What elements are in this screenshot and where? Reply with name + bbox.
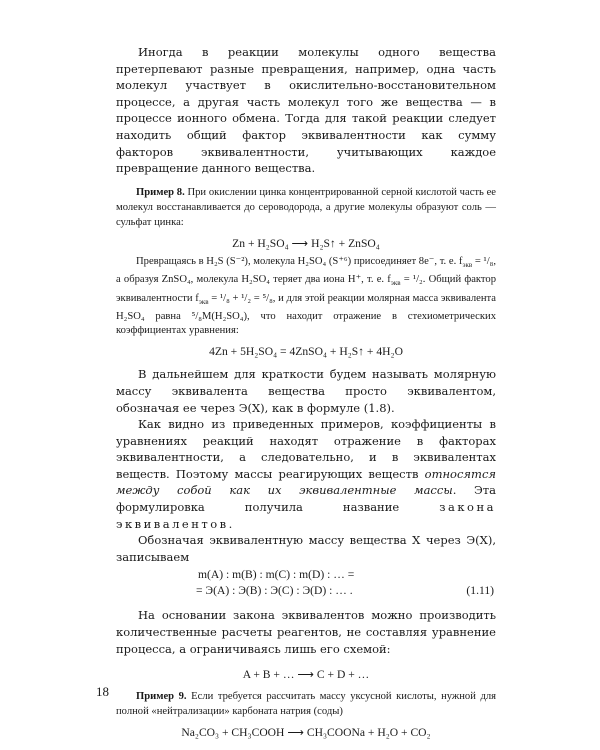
page-number: 18 (96, 684, 109, 699)
equation-5: Na₂CO₃ + CH₃COOH ⟶ CH₃COONa + H₂O + CO₂ (181, 726, 431, 740)
example-8-text: При окислении цинка концентрированной серной кислотой часть ее молекул восстанавливается до сероводорода, а другие молекулы образуют соль — сульфат цинка: (116, 186, 496, 228)
paragraph-denote: Обозначая эквивалентную массу вещества X через Э(X), записываем (116, 533, 496, 564)
example-8 (116, 186, 496, 231)
equation-3-line-1: m(A) : m(B) : m(C) : m(D) : … = (198, 568, 355, 582)
equation-number: (1.11) (466, 584, 494, 598)
page-content (116, 44, 496, 739)
example-8-label: Пример 8. (136, 186, 185, 198)
paragraph-short-name: В дальнейшем для краткости будем называть молярную массу эквивалента вещества просто эквивалентом, обозначая ее через Э(X), как в формуле (1.8). (116, 367, 496, 415)
paragraph-intro: Иногда в реакции молекулы одного вещества претерпевают разные превращения, например, одна часть молекул участвует в окислительно-восстановительном процессе, а другая часть молекул того же вещества — в процессе ионного обмена. Тогда для такой реакции следует находить общий фактор эквивалентности как сумму факторов эквивалентности, учитывающих каждое превращение данного вещества. (116, 45, 496, 176)
example-9-label: Пример 9. (136, 691, 187, 703)
law-emphasis: относятся между собой как их эквивалентные массы (116, 466, 496, 498)
example-9 (116, 690, 496, 720)
example-8-body: Превращаясь в H₂S (S⁻²), молекула H₂SO₄ (S⁺⁶) присоединяет 8e⁻, т. е. $f_{экв} = ^1/_8$, а образуя ZnSO₄, молекула H₂SO₄ теряет два иона H⁺, т. е. $f_{экв} = ^1/_2$. Общий фактор эквивалентности $f_{экв} = ^1/_8 + ^1/_2 = ^5/_8$, и для этой реакции молярная масса эквивалента H₂SO₄ равна ⁵/₈M(H₂SO₄), что находит отражение в стехиометрических коэффициентах уравнения: (116, 256, 497, 337)
paragraph-basis: На основании закона эквивалентов можно производить количественные расчеты реагентов, не составляя уравнение процесса, а ограничиваясь лишь его схемой: (116, 608, 496, 656)
equation-1: Zn + H₂SO₄ ⟶ H₂S↑ + ZnSO₄ (232, 237, 380, 251)
equation-4: A + B + … ⟶ C + D + … (242, 668, 370, 682)
equation-3 (116, 567, 496, 599)
equation-2: 4Zn + 5H₂SO₄ = 4ZnSO₄ + H₂S↑ + 4H₂O (209, 345, 403, 359)
example-9-text: Если требуется рассчитать массу уксусной кислоты, нужной для полной «нейтрализации» карбоната натрия (соды) (116, 691, 496, 718)
paragraph-law: Как видно из приведенных примеров, коэффициенты в уравнениях реакций находят отражение в факторах эквивалентности, а следовательно, и в эквивалентах веществ. Поэтому массы реагирующих веществ относятся между собой как их эквивалентные массы. Эта формулировка получила название закона эквивалентов. (116, 417, 496, 531)
equation-3-line-2: = Э(A) : Э(B) : Э(C) : Э(D) : … . (196, 584, 353, 598)
law-name: закона эквивалентов (116, 500, 496, 531)
